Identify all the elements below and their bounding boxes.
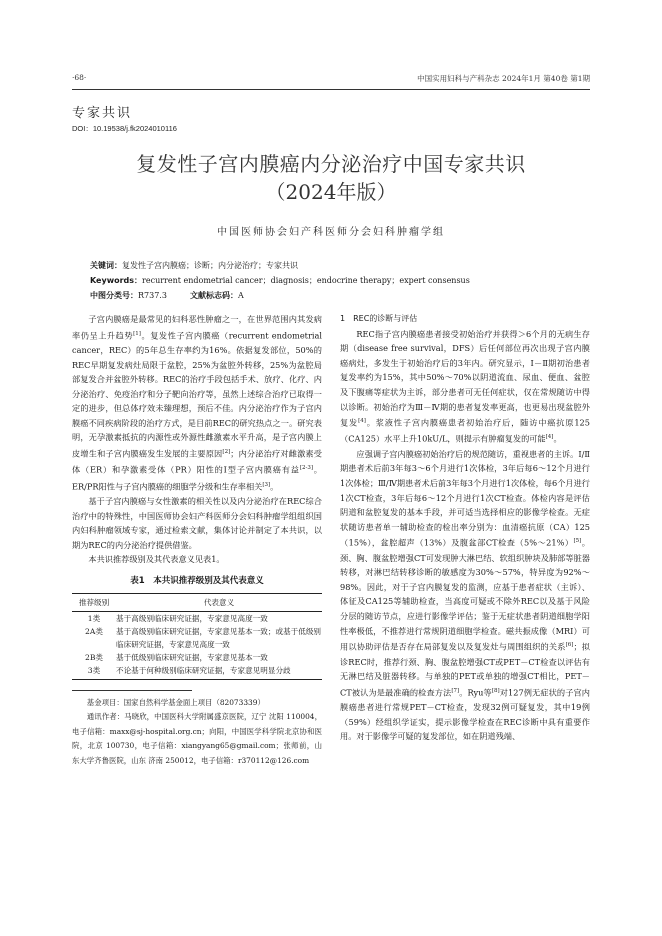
- fund-note: 基金项目：国家自然科学基金面上项目（82073339）: [86, 698, 265, 707]
- intro-paragraph-2: 基于子宫内膜癌与女性激素的相关性以及内分泌治疗在REC综合治疗中的特殊性，中国医师协会妇产科医师分会妇科肿瘤学组组织国内妇科肿瘤领域专家，通过检索文献，集体讨论并制定了本共识，以期为REC的内分泌治疗提供借鉴。: [72, 496, 322, 550]
- ref-marker[interactable]: [6]: [565, 642, 574, 649]
- keywords-en: [90, 274, 590, 288]
- class-label: 中图分类号：: [90, 291, 138, 300]
- intro-paragraph-1: 子宫内膜癌是最常见的妇科恶性肿瘤之一，在世界范围内其发病率仍呈上升趋势[1]。复发性子宫内膜癌（recurrent endometrial cancer，REC）的5年总生存率约为16%。依据复发部位，50%的REC早期复发病灶局限于盆腔，25%为盆腔外转移，25%为盆腔局部复发合并盆腔外转移。REC的治疗手段包括手术、放疗、化疗、内分泌治疗、免疫治疗和分子靶向治疗等，虽然上述综合治疗已取得一定的进步，但总体疗效未臻理想，预后不佳。内分泌治疗作为子宫内膜癌不同疾病阶段的治疗方式，是目前REC的研究热点之一。研究表明，无孕激素抵抗的内源性或外源性雌激素水平升高，是子宫内膜上皮增生和子宫内膜癌发生发展的主要原因[2]；内分泌治疗对雌激素受体（ER）和孕激素受体（PR）阳性的Ⅰ型子宫内膜癌有益[2-3]。ER/PR阳性与子宫内膜癌的细胞学分级和生存率相关[3]。: [72, 314, 322, 492]
- ref-marker[interactable]: [8]: [491, 687, 500, 694]
- ref-marker[interactable]: [3]: [262, 481, 271, 488]
- column-name: 专家共识: [72, 106, 133, 121]
- ref-marker[interactable]: [4]: [358, 418, 366, 425]
- recommendation-table: [72, 593, 322, 680]
- left-column: [72, 312, 322, 680]
- authors: 中国医师协会妇产科医师分会妇科肿瘤学组: [217, 227, 445, 238]
- classification: [90, 289, 590, 303]
- doi[interactable]: DOI：10.19538/j.fk2024010116: [72, 124, 177, 133]
- intro-paragraph-3: 本共识推荐级别及其代表意义见表1。: [88, 554, 225, 565]
- table-header-meaning: 代表意义: [116, 594, 322, 612]
- ref-marker[interactable]: [5]: [573, 538, 582, 545]
- correspondence-note: 通讯作者：马晓欣，中国医科大学附属盛京医院，辽宁 沈阳 110004，电子信箱：maxx@sj-hospital.org.cn；向阳，中国医学科学院北京协和医院，北京 100730，电子信箱：xiangyang65@gmail.com；张师前，山东大学齐鲁医院，山东 济南 250012，电子信箱：r370112@126.com: [72, 712, 322, 765]
- doc-code-label: 文献标志码：: [190, 291, 239, 300]
- doc-code-value: A: [238, 291, 244, 300]
- body-paragraph-1: REC指子宫内膜癌患者接受初始治疗并获得＞6个月的无病生存期（disease free survival，DFS）后任何部位再次出现子宫内膜癌病灶，多发生于初始治疗后的3年内。研究显示，Ⅰ－Ⅱ期初治患者复发率约为15%，其中50%～70%以阴道流血、尿血、便血、盆腔及下腹痛等症状为主诉，部分患者可无任何症状，仅在常规随访中得以诊断。初始治疗为Ⅲ－Ⅳ期的患者复发率更高，也更易出现盆腔外复发[4]。浆液性子宫内膜癌患者初始治疗后，随访中癌抗原125（CA125）水平上升10kU/L，则提示有肿瘤复发的可能[4]。: [340, 328, 590, 445]
- article-subtitle: （2024年版）: [265, 180, 397, 204]
- keywords-en-text: recurrent endometrial cancer；diagnosis；endocrine therapy；expert consensus: [142, 276, 470, 285]
- keywords-en-label: Keywords：: [90, 276, 143, 285]
- footnote-rule: [72, 690, 192, 691]
- table-caption: 表1 本共识推荐级别及其代表意义: [130, 576, 264, 587]
- class-value: R737.3: [138, 291, 167, 300]
- ref-marker[interactable]: [2-3]: [299, 465, 313, 472]
- keywords-cn: [90, 259, 590, 273]
- footnote: [72, 696, 322, 768]
- header-rule: [72, 89, 590, 90]
- journal-info: 中国实用妇科与产科杂志 2024年1月 第40卷 第1期: [417, 74, 590, 83]
- ref-marker[interactable]: [1]: [133, 330, 141, 337]
- running-header: [72, 73, 590, 87]
- page-number: ·68·: [72, 73, 87, 82]
- keywords-cn-text: 复发性子宫内膜癌；诊断；内分泌治疗；专家共识: [122, 261, 298, 270]
- right-column: [340, 312, 590, 744]
- body-paragraph-2: 应强调子宫内膜癌初始治疗后的规范随访，重视患者的主诉。Ⅰ/Ⅱ期患者术后前3年每3～6个月进行1次体检，3年后每6～12个月进行1次体检；Ⅲ/Ⅳ期患者术后前3年每3个月进行1次体检，每6个月进行1次CT检查，3年后每6～12个月进行1次CT检查。体检内容是评估阴道和盆腔复发的基本手段，并可适当选择相应的影像学检查。无症状随访患者单一辅助检查的检出率分别为：血清癌抗原（CA）125（15%），盆腔超声（13%）及腹盆部CT检查（5%～21%）[5]。颈、胸、腹盆腔增强CT可发现肿大淋巴结、软组织肿块及肺部等脏器转移，对淋巴结转移诊断的敏感度为30%～57%，特异度为92%～98%。因此，对于子宫内膜复发的监测，应基于患者症状（主诉）、体征及CA125等辅助检查，当高度可疑或不除外REC以及基于风险分层的随访节点，应进行影像学评估；鉴于无症状患者阴道细胞学阳性率极低，不推荐进行常规阴道细胞学检查。磁共振成像（MRI）可用以协助评估是否存在局部复发以及复发灶与周围组织的关系[6]；拟诊REC时，推荐行颈、胸、腹盆腔增强CT或PET－CT检查以评估有无淋巴结及脏器转移。与单独的PET或单独的增强CT相比，PET－CT被认为是最准确的检查方法[7]。Ryu等[8]对127例无症状的子宫内膜癌患者进行常规PET－CT检查，发现32例可疑复发，其中19例（59%）经组织学证实，提示影像学检查在REC诊断中具有重要作用。对于影像学可疑的复发部位，如在阴道残端、: [340, 448, 590, 742]
- ref-marker[interactable]: [2]: [222, 449, 231, 456]
- table-row: 2A类 基于高级别临床研究证据，专家意见基本一致；或基于低级别临床研究证据，专家意见高度一致: [85, 627, 322, 650]
- table-row: 3类 不论基于何种级别临床研究证据，专家意见明显分歧: [72, 664, 322, 680]
- ref-marker[interactable]: [4]: [545, 434, 554, 441]
- keywords-cn-label: 关键词：: [90, 261, 122, 270]
- ref-marker[interactable]: [7]: [451, 687, 460, 694]
- table-row: 2B类 基于低级别临床研究证据，专家意见基本一致: [84, 653, 268, 663]
- table-header-level: 推荐级别: [72, 594, 116, 612]
- table-row: 1类 基于高级别临床研究证据，专家意见高度一致: [87, 614, 268, 624]
- section-heading: 1 REC的诊断与评估: [340, 314, 418, 323]
- article-title: 复发性子宫内膜癌内分泌治疗中国专家共识: [136, 152, 526, 176]
